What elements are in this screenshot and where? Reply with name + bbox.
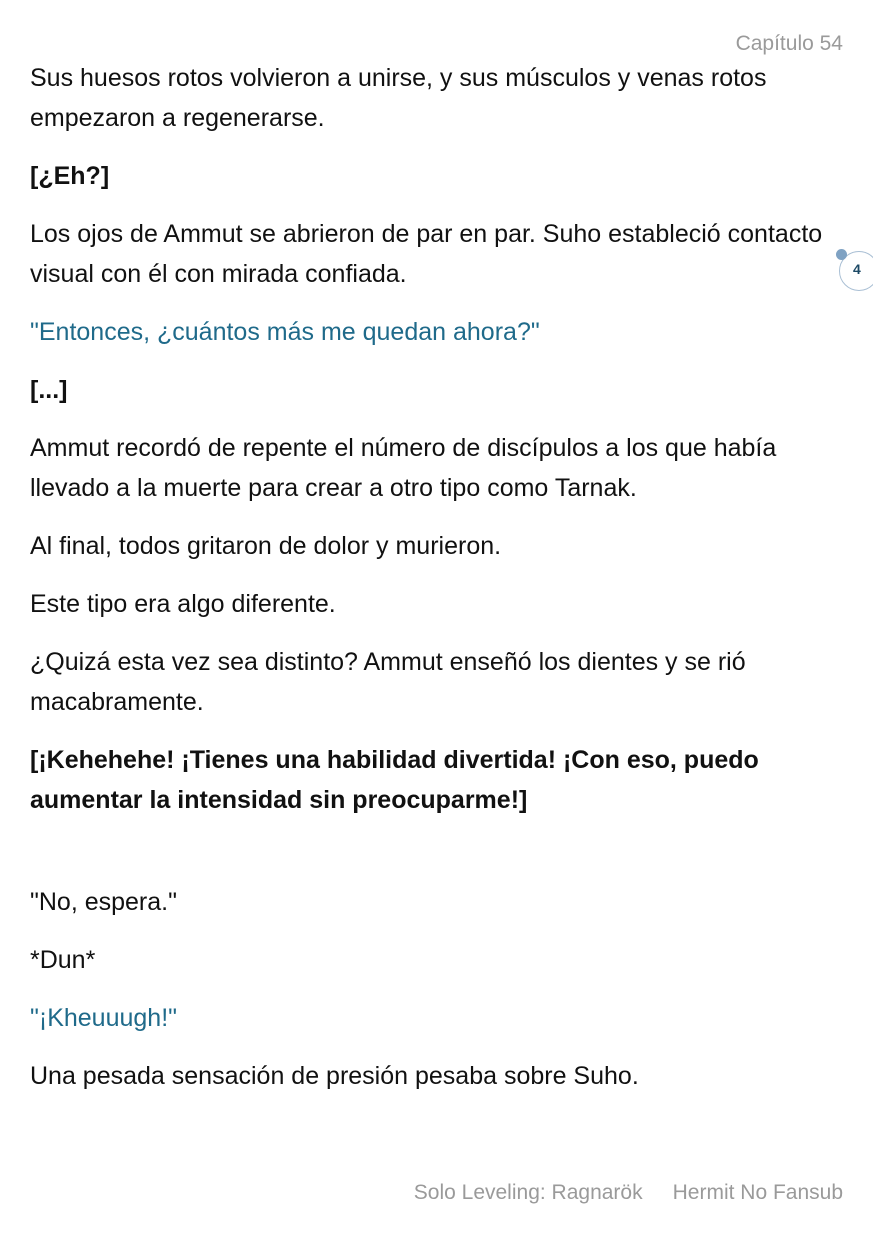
paragraph: Ammut recordó de repente el número de discípulos a los que había llevado a la muerte para crear a otro tipo como Tarnak. bbox=[30, 434, 777, 502]
spacer bbox=[30, 838, 830, 882]
dialogue: "¡Kheuuugh!" bbox=[30, 1004, 178, 1032]
translator-group: Hermit No Fansub bbox=[672, 1181, 843, 1204]
dialogue: "Entonces, ¿cuántos más me quedan ahora?" bbox=[30, 318, 540, 346]
chapter-text bbox=[30, 58, 830, 1114]
paragraph: Sus huesos rotos volvieron a unirse, y sus músculos y venas rotos empezaron a regenerarse. bbox=[30, 64, 767, 132]
dialogue: "No, espera." bbox=[30, 888, 177, 916]
system-message: [¿Eh?] bbox=[30, 162, 110, 190]
comment-count: 4 bbox=[853, 261, 861, 277]
paragraph: Una pesada sensación de presión pesaba sobre Suho. bbox=[30, 1062, 639, 1090]
paragraph: Al final, todos gritaron de dolor y murieron. bbox=[30, 532, 502, 560]
paragraph: Este tipo era algo diferente. bbox=[30, 590, 336, 618]
chapter-label: Capítulo 54 bbox=[735, 32, 843, 55]
book-title: Solo Leveling: Ragnarök bbox=[413, 1181, 643, 1204]
comment-count-badge[interactable] bbox=[839, 251, 873, 291]
footer bbox=[414, 1181, 843, 1205]
system-message: [¡Kehehehe! ¡Tienes una habilidad divertida! ¡Con eso, puedo aumentar la intensidad sin preocuparme!] bbox=[30, 746, 759, 814]
badge-dot-icon bbox=[836, 249, 847, 260]
paragraph: Los ojos de Ammut se abrieron de par en par. Suho estableció contacto visual con él con mirada confiada. bbox=[30, 220, 823, 288]
sound-effect: *Dun* bbox=[30, 946, 96, 974]
system-message: [...] bbox=[30, 376, 68, 404]
paragraph: ¿Quizá esta vez sea distinto? Ammut enseñó los dientes y se rió macabramente. bbox=[30, 648, 746, 716]
